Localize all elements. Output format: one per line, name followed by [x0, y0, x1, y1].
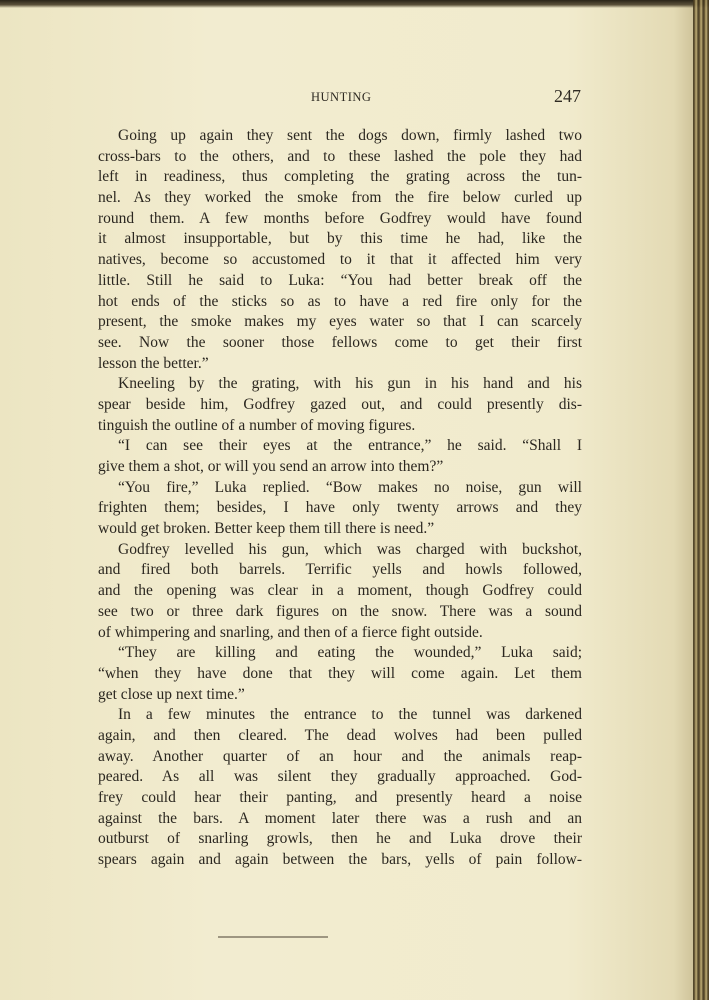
text-line: outburst of snarling growls, then he and Luka drove their: [98, 830, 582, 848]
text-line: spear beside him, Godfrey gazed out, and could presently dis-: [98, 395, 582, 413]
text-line: frey could hear their panting, and presently heard a noise: [98, 789, 582, 806]
text-line: Godfrey levelled his gun, which was charged with buckshot,: [118, 540, 582, 558]
text-line: “when they have done that they will come again. Let them: [98, 664, 582, 682]
book-binding-edge: [693, 0, 709, 1000]
page-header: [98, 86, 583, 110]
text-line: spears again and again between the bars, yells of pain follow-: [98, 851, 582, 869]
page-top-edge: [0, 0, 709, 8]
text-line: of whimpering and snarling, and then of a fierce fight outside.: [98, 623, 483, 641]
body-text: [98, 126, 582, 871]
text-line: nel. As they worked the smoke from the fire below curled up: [98, 189, 582, 207]
text-line: cross-bars to the others, and to these lashed the pole they had: [98, 147, 582, 165]
text-line: and fired both barrels. Terrific yells and howls followed,: [98, 561, 582, 579]
text-line: round them. A few months before Godfrey would have found: [98, 209, 582, 227]
text-line: give them a shot, or will you send an arrow into them?”: [98, 458, 444, 475]
text-line: would get broken. Better keep them till there is need.”: [98, 520, 435, 538]
text-line: present, the smoke makes my eyes water so that I can scarcely: [98, 313, 582, 331]
text-line: again, and then cleared. The dead wolves had been pulled: [98, 726, 582, 744]
text-line: get close up next time.”: [98, 685, 245, 703]
text-line: away. Another quarter of an hour and the animals reap-: [98, 747, 582, 765]
text-line: see two or three dark figures on the snow. There was a sound: [98, 602, 582, 620]
text-line: and the opening was clear in a moment, though Godfrey could: [98, 582, 582, 600]
text-line: Kneeling by the grating, with his gun in his hand and his: [118, 375, 582, 393]
footer-rule: [218, 936, 328, 938]
text-line: it almost insupportable, but by this time he had, like the: [98, 230, 582, 248]
text-line: natives, become so accustomed to it that it affected him very: [98, 251, 582, 269]
text-line: lesson the better.”: [98, 354, 209, 372]
text-line: “They are killing and eating the wounded,” Luka said;: [118, 644, 582, 662]
text-line: little. Still he said to Luka: “You had better break off the: [98, 271, 582, 289]
text-line: see. Now the sooner those fellows come to get their first: [98, 333, 582, 351]
text-line: tinguish the outline of a number of moving figures.: [98, 416, 416, 434]
text-line: frighten them; besides, I have only twenty arrows and they: [98, 499, 582, 517]
text-line: “You fire,” Luka replied. “Bow makes no noise, gun will: [118, 478, 582, 496]
text-line: left in readiness, thus completing the grating across the tun-: [98, 168, 582, 186]
text-line: In a few minutes the entrance to the tunnel was darkened: [118, 706, 582, 724]
running-head: HUNTING: [311, 90, 372, 104]
text-line: against the bars. A moment later there was a rush and an: [98, 809, 582, 827]
text-line: hot ends of the sticks so as to have a red fire only for the: [98, 292, 582, 310]
text-line: “I can see their eyes at the entrance,” he said. “Shall I: [118, 437, 582, 455]
page-number: 247: [554, 86, 581, 106]
text-line: peared. As all was silent they gradually approached. God-: [98, 768, 582, 786]
text-line: Going up again they sent the dogs down, firmly lashed two: [118, 127, 582, 144]
